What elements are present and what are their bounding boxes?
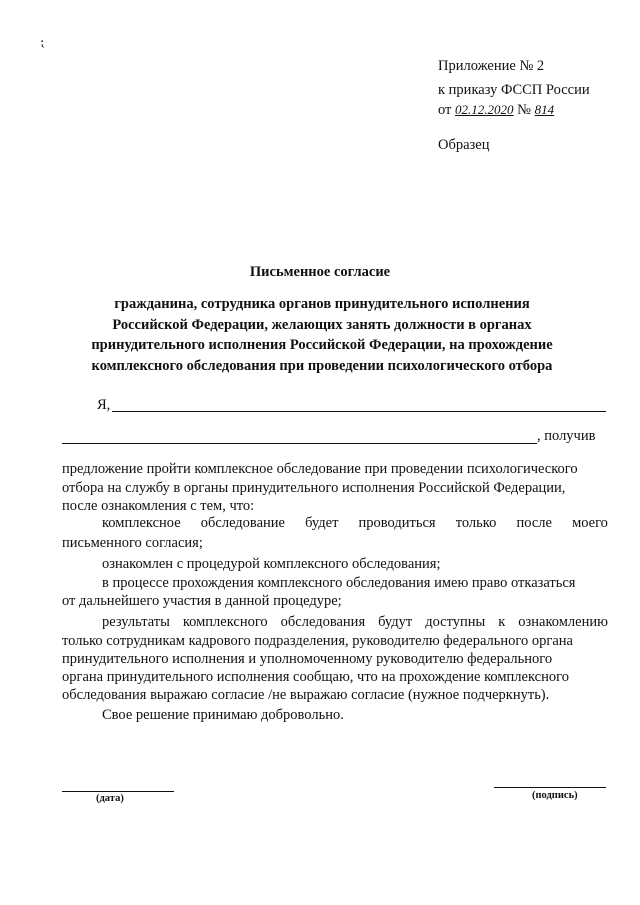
body-line: отбора на службу в органы принудительного исполнения Российской Федерации, bbox=[62, 480, 566, 496]
order-reference: к приказу ФССП России bbox=[438, 82, 590, 98]
body-line: только сотрудникам кадрового подразделения, руководителю федерального органа bbox=[62, 633, 573, 649]
body-word: будут bbox=[378, 614, 413, 630]
date-line bbox=[62, 791, 174, 792]
receiving-label: , получив bbox=[537, 428, 596, 444]
body-word: будет bbox=[305, 515, 339, 531]
body-word: доступны bbox=[425, 614, 486, 630]
document-title: Письменное согласие bbox=[249, 264, 391, 280]
subtitle-line: принудительного исполнения Российской Федерации, на прохождение bbox=[91, 337, 553, 353]
name-line-continued bbox=[62, 443, 537, 444]
body-line: предложение пройти комплексное обследование при проведении психологического bbox=[62, 461, 578, 477]
body-word: к bbox=[498, 614, 506, 630]
sample-label: Образец bbox=[438, 137, 490, 153]
body-line: от дальнейшего участия в данной процедуре; bbox=[62, 593, 342, 609]
name-line bbox=[112, 411, 606, 412]
body-line-justified bbox=[102, 614, 608, 631]
body-line-justified bbox=[102, 515, 608, 532]
body-word: комплексного bbox=[182, 614, 268, 630]
date-caption: (дата) bbox=[96, 793, 124, 804]
subtitle-line: Российской Федерации, желающих занять должности в органах bbox=[112, 316, 532, 333]
body-line: органа принудительного исполнения сообщаю, что на прохождение комплексного bbox=[62, 669, 569, 685]
subtitle-line: гражданина, сотрудника органов принудительного исполнения bbox=[114, 296, 530, 312]
signature-line bbox=[494, 787, 606, 788]
body-word: обследование bbox=[200, 515, 285, 531]
handwritten-date: 02.12.2020 bbox=[455, 102, 514, 117]
body-line: принудительного исполнения и уполномоченному руководителю федерального bbox=[62, 651, 553, 667]
body-word: обследования bbox=[280, 614, 366, 630]
body-word: результаты bbox=[102, 614, 170, 630]
body-line: ознакомлен с процедурой комплексного обследования; bbox=[102, 556, 441, 572]
subtitle-line: комплексного обследования при проведении психологического отбора bbox=[91, 357, 553, 374]
body-word: комплексное bbox=[102, 515, 181, 531]
body-word: моего bbox=[572, 515, 608, 531]
document-subtitle bbox=[66, 294, 578, 376]
corner-mark: ⁏ bbox=[40, 34, 45, 49]
decision-statement: Свое решение принимаю добровольно. bbox=[102, 707, 344, 723]
from-label: от bbox=[438, 102, 452, 118]
body-word: ознакомлению bbox=[518, 614, 608, 630]
body-line: письменного согласия; bbox=[62, 535, 203, 551]
signature-caption: (подпись) bbox=[532, 790, 578, 801]
handwritten-number: 814 bbox=[534, 102, 555, 117]
body-line: в процессе прохождения комплексного обследования имею право отказаться bbox=[102, 575, 576, 591]
body-word: после bbox=[516, 515, 552, 531]
body-line: обследования выражаю согласие /не выражаю согласие (нужное подчеркнуть). bbox=[62, 687, 550, 703]
order-date-number bbox=[438, 102, 583, 119]
i-label: Я, bbox=[97, 397, 111, 413]
body-line: после ознакомления с тем, что: bbox=[62, 498, 255, 514]
body-word: только bbox=[455, 515, 497, 531]
appendix-number: Приложение № 2 bbox=[438, 58, 545, 74]
number-label: № bbox=[517, 102, 531, 118]
body-word: проводиться bbox=[358, 515, 436, 531]
